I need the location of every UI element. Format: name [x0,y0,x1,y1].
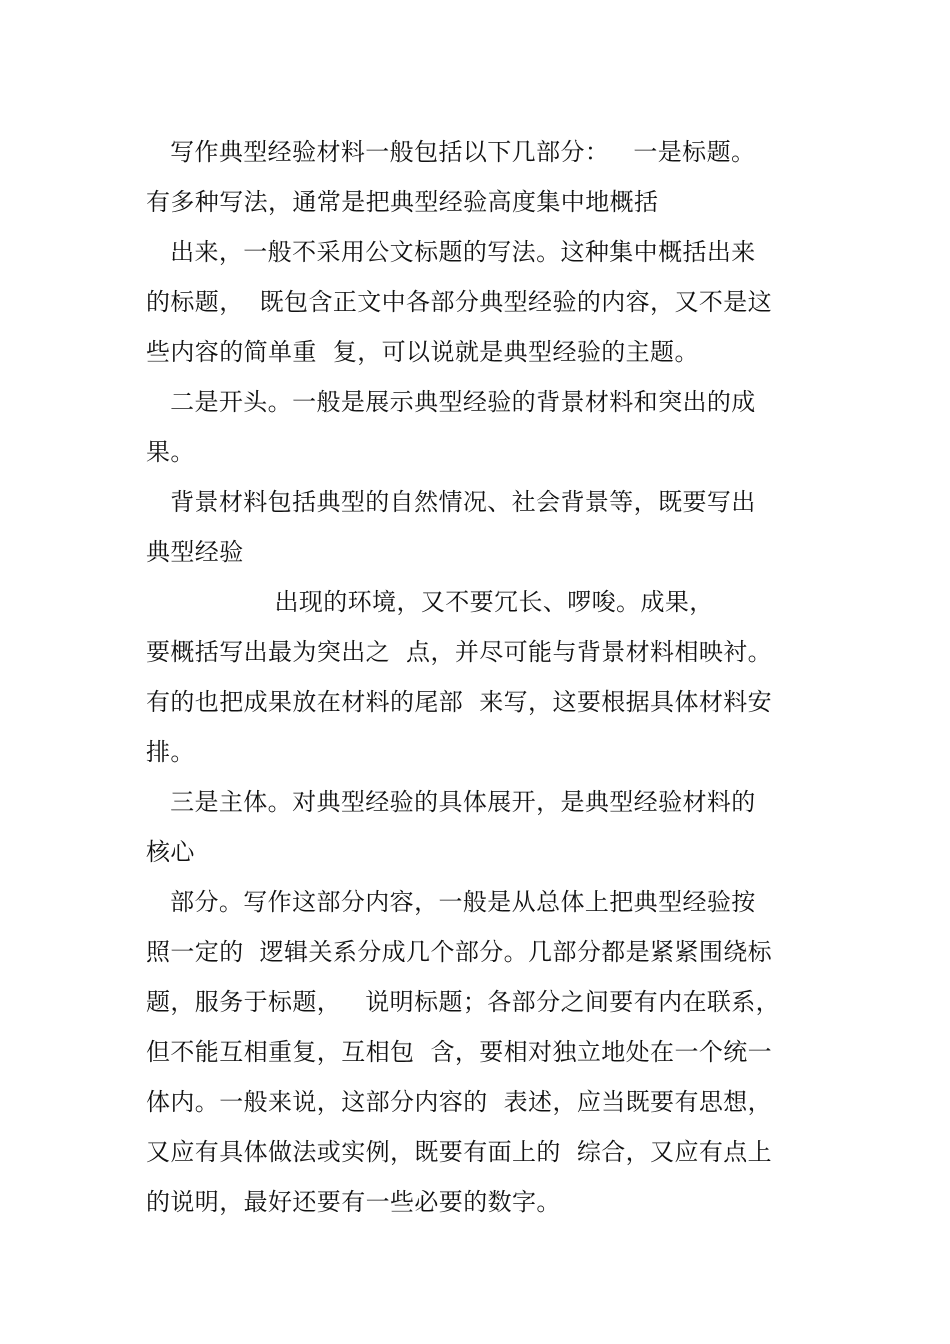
text-line-17: 照一定的 逻辑关系分成几个部分。几部分都是紧紧围绕标 [146,938,773,966]
text-line-18: 题，服务于标题， 说明标题；各部分之间要有内在联系， [146,988,781,1016]
text-line-5: 些内容的简单重 复，可以说就是典型经验的主题。 [146,338,699,366]
text-line-22: 的说明，最好还要有一些必要的数字。 [146,1188,561,1216]
text-line-11: 要概括写出最为突出之 点，并尽可能与背景材料相映衬。 [146,638,773,666]
text-line-9: 典型经验 [146,538,244,566]
text-line-3: 出来，一般不采用公文标题的写法。这种集中概括出来 [146,238,756,266]
text-line-13: 排。 [146,738,195,766]
text-line-14: 三是主体。对典型经验的具体展开，是典型经验材料的 [146,788,756,816]
text-line-8: 背景材料包括典型的自然情况、社会背景等，既要写出 [146,488,756,516]
text-line-20: 体内。一般来说，这部分内容的 表述，应当既要有思想， [146,1088,773,1116]
text-line-6: 二是开头。一般是展示典型经验的背景材料和突出的成 [146,388,756,416]
text-line-1: 写作典型经验材料一般包括以下几部分： 一是标题。 [146,138,756,166]
text-line-2: 有多种写法，通常是把典型经验高度集中地概括 [146,188,659,216]
text-line-19: 但不能互相重复，互相包 含，要相对独立地处在一个统一 [146,1038,773,1066]
text-line-7: 果。 [146,438,195,466]
text-line-4: 的标题， 既包含正文中各部分典型经验的内容，又不是这 [146,288,773,316]
text-line-15: 核心 [146,838,195,866]
text-line-16: 部分。写作这部分内容，一般是从总体上把典型经验按 [146,888,756,916]
text-line-12: 有的也把成果放在材料的尾部 来写，这要根据具体材料安 [146,688,773,716]
text-line-21: 又应有具体做法或实例，既要有面上的 综合，又应有点上 [146,1138,773,1166]
text-line-10: 出现的环境，又不要冗长、啰唆。成果， [146,588,714,616]
